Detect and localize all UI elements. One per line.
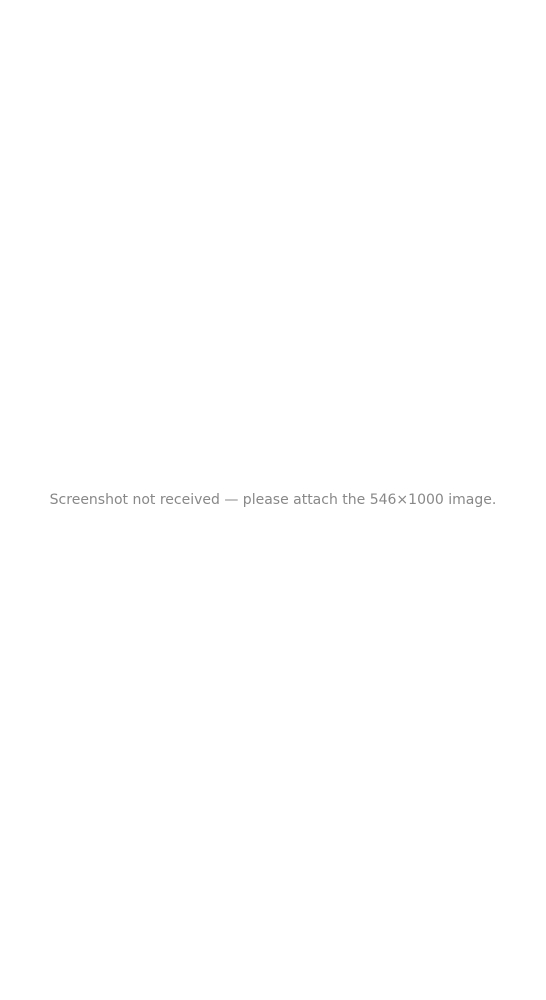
missing-screenshot-notice: Screenshot not received — please attach the 546×1000 image. bbox=[49, 492, 497, 508]
